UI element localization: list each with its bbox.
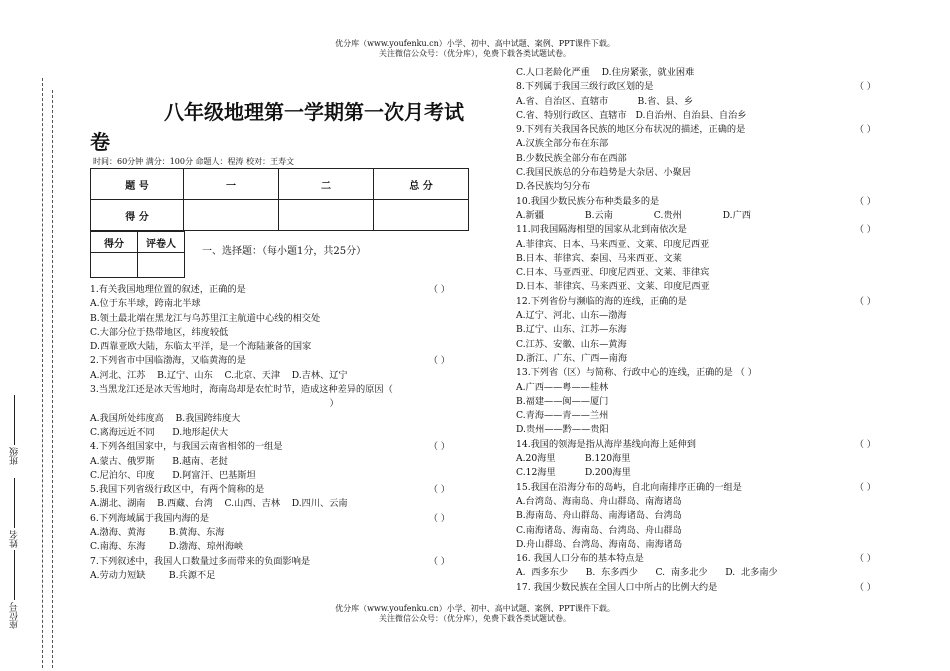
- option-text: B.领土最北端在黑龙江与乌苏里江主航道中心线的相交处: [90, 312, 321, 324]
- grader-cell: [138, 253, 185, 278]
- option-text: A.辽宁、河北、山东—渤海: [516, 310, 627, 322]
- question-text: 11.同我国隔海相望的国家从北到南依次是: [516, 224, 687, 236]
- question-option: [90, 340, 450, 354]
- question-text: 10.我国少数民族分布种类最多的是: [516, 195, 660, 207]
- option-text: C.12海里 D.200海里: [516, 467, 631, 479]
- option-text: C.青海——青——兰州: [516, 410, 609, 422]
- score-header: 二: [279, 169, 374, 200]
- answer-parenthesis: （ ）: [428, 284, 450, 295]
- score-table: [90, 168, 469, 231]
- question-stem: [90, 383, 450, 397]
- score-cell: [279, 200, 374, 231]
- option-text: C.省、特别行政区、直辖市 D.自治州、自治县、自治乡: [516, 109, 747, 121]
- seat-label: 座位号: [10, 602, 20, 629]
- question-text: 8.下列属于我国三级行政区划的是: [516, 81, 654, 93]
- option-text: C.我国民族总的分布趋势是大杂居、小聚居: [516, 167, 691, 179]
- option-text: D.浙江、广东、广西—南海: [516, 352, 628, 364]
- option-text: A.20海里 B.120海里: [516, 453, 631, 465]
- question-option: [516, 524, 876, 538]
- question-option: [90, 497, 450, 511]
- question-option: [516, 309, 876, 323]
- question-option: [516, 323, 876, 337]
- option-text: C.大部分位于热带地区，纬度较低: [90, 326, 229, 338]
- watermark-line: 优分库（www.youfenku.cn）小学、初中、高中试题、案例、PPT课件下载。: [335, 39, 615, 48]
- top-watermark: [0, 39, 950, 59]
- section-heading: 一、选择题：（每小题1分，共25分）: [202, 246, 367, 257]
- question-option: [516, 137, 876, 151]
- option-text: A.新疆 B.云南 C.贵州 D.广西: [516, 209, 751, 221]
- question-text: 16. 我国人口分布的基本特点是: [516, 553, 644, 565]
- option-text: D.各民族均匀分布: [516, 181, 591, 193]
- question-text: 4.下列各组国家中，与我国云南省相邻的一组是: [90, 441, 283, 453]
- option-text: A.广西——粤——桂林: [516, 381, 609, 393]
- question-stem: [516, 481, 876, 495]
- option-text: B.辽宁、山东、江苏—东海: [516, 324, 627, 336]
- answer-parenthesis: （ ）: [854, 438, 876, 450]
- option-text: A.省、自治区、直辖市 B.省、县、乡: [516, 95, 694, 107]
- answer-parenthesis: （ ）: [854, 295, 876, 307]
- question-stem: [516, 295, 876, 309]
- question-text: 5.我国下列省级行政区中，有两个简称的是: [90, 484, 265, 496]
- option-text: ）: [90, 398, 339, 410]
- answer-parenthesis: （ ）: [428, 484, 450, 496]
- grader-cell: [91, 253, 138, 278]
- question-text: 15.我国在沿海分布的岛屿，自北向南排序正确的一组是: [516, 481, 742, 493]
- grader-score-label: 得分: [91, 232, 138, 253]
- answer-parenthesis: （ ）: [854, 481, 876, 493]
- question-text: 13.下列省（区）与简称、行政中心的连线，正确的是 （ ）: [516, 367, 757, 379]
- question-option: [516, 109, 876, 123]
- question-option: [516, 395, 876, 409]
- exam-title: [90, 97, 490, 154]
- question-text: 3.当黑龙江还是冰天雪地时，海南岛却是农忙时节，造成这种差异的原因（: [90, 384, 393, 396]
- question-option: [90, 312, 450, 326]
- option-text: A.蒙古、俄罗斯 B.越南、老挝: [90, 455, 228, 467]
- title-line: 卷: [90, 130, 110, 154]
- question-option: [516, 209, 876, 223]
- answer-parenthesis: （ ）: [428, 512, 450, 524]
- question-option: [516, 66, 876, 80]
- bottom-watermark: [0, 604, 950, 624]
- answer-parenthesis: （ ）: [854, 81, 876, 93]
- binding-line: [52, 90, 53, 668]
- question-option: [516, 409, 876, 423]
- score-cell: [374, 200, 469, 231]
- option-text: A.汉族全部分布在东部: [516, 138, 609, 150]
- option-text: D.西靠亚欧大陆，东临太平洋，是一个海陆兼备的国家: [90, 341, 312, 353]
- question-text: 7.下列叙述中，我国人口数量过多而带来的负面影响是: [90, 555, 311, 567]
- binding-line: [42, 78, 43, 668]
- option-text: C.日本、马亚西亚、印度尼西亚、文莱、菲律宾: [516, 267, 710, 279]
- class-field: [8, 395, 22, 465]
- question-option: [90, 369, 450, 383]
- grader-label: 评卷人: [138, 232, 185, 253]
- question-option: [516, 381, 876, 395]
- answer-parenthesis: （ ）: [428, 555, 450, 567]
- question-stem: [516, 581, 876, 595]
- question-text: 14.我国的领海是指从海岸基线向海上延伸到: [516, 438, 696, 450]
- question-option: [516, 166, 876, 180]
- option-text: B.少数民族全部分布在西部: [516, 152, 627, 164]
- option-text: A.菲律宾、日本、马来西亚、文莱、印度尼西亚: [516, 238, 710, 250]
- question-stem: [516, 552, 876, 566]
- option-text: A. 西多东少 B. 东多西少 C. 南多北少 D. 北多南少: [516, 567, 778, 579]
- question-stem: [90, 555, 450, 569]
- option-text: A.渤海、黄海 B.黄海、东海: [90, 527, 225, 539]
- question-option: [90, 426, 450, 440]
- option-text: C.江苏、安徽、山东—黄海: [516, 338, 627, 350]
- option-text: D.贵州——黔——贵阳: [516, 424, 609, 436]
- answer-parenthesis: （ ）: [428, 355, 450, 367]
- question-option: [516, 509, 876, 523]
- question-text: 6.下列海域属于我国内海的是: [90, 512, 210, 524]
- question-option: [90, 297, 450, 311]
- answer-parenthesis: （ ）: [428, 441, 450, 453]
- question-option: [90, 412, 450, 426]
- exam-meta: 时间：60分钟 满分：100分 命题人：程涛 校对：王寿文: [93, 157, 295, 166]
- question-option: [90, 569, 450, 583]
- watermark-line: 关注微信公众号：（优分库），免费下载各类试题试卷。: [379, 49, 571, 58]
- question-option: [516, 280, 876, 294]
- score-row-label: 得 分: [91, 200, 184, 231]
- question-stem: [516, 195, 876, 209]
- watermark-line: 优分库（www.youfenku.cn）小学、初中、高中试题、案例、PPT课件下载。: [335, 604, 615, 613]
- answer-parenthesis: （ ）: [854, 553, 876, 565]
- name-label: 姓名: [10, 530, 20, 548]
- question-stem: [90, 440, 450, 454]
- answer-parenthesis: （ ）: [854, 195, 876, 207]
- question-stem: [516, 80, 876, 94]
- option-text: C.南海诸岛、海南岛、台湾岛、舟山群岛: [516, 524, 682, 536]
- option-text: C.离海远近不同 D.地形起伏大: [90, 426, 229, 438]
- question-option: [516, 466, 876, 480]
- question-option: [516, 352, 876, 366]
- option-text: D.舟山群岛、台湾岛、海南岛、南海诸岛: [516, 538, 683, 550]
- question-option: [516, 180, 876, 194]
- question-stem: [516, 366, 876, 380]
- score-cell: [184, 200, 279, 231]
- answer-parenthesis: （ ）: [854, 224, 876, 236]
- option-text: B.福建——闽——厦门: [516, 395, 609, 407]
- option-text: C.尼泊尔、印度 D.阿富汗、巴基斯坦: [90, 469, 256, 481]
- question-option: [90, 540, 450, 554]
- answer-parenthesis: （ ）: [854, 124, 876, 136]
- question-text: 9.下列有关我国各民族的地区分布状况的描述，正确的是: [516, 124, 746, 136]
- question-stem: [516, 438, 876, 452]
- grader-table: [90, 231, 185, 278]
- score-header: 题 号: [91, 169, 184, 200]
- answer-parenthesis: （ ）: [854, 581, 876, 593]
- question-stem: [90, 283, 450, 297]
- option-text: C.南海、东海 D.渤海、琼州海峡: [90, 541, 244, 553]
- questions-left-column: [90, 283, 450, 583]
- question-stem: [90, 354, 450, 368]
- question-text: 2.下列省市中国临渤海，又临黄海的是: [90, 355, 246, 367]
- question-option: [516, 152, 876, 166]
- question-option: [516, 238, 876, 252]
- question-text: 12.下列省份与濒临的海的连线，正确的是: [516, 295, 687, 307]
- option-text: B.海南岛、舟山群岛、南海诸岛、台湾岛: [516, 510, 682, 522]
- question-option: [516, 538, 876, 552]
- question-option: [516, 452, 876, 466]
- question-stem: [516, 123, 876, 137]
- watermark-line: 关注微信公众号：（优分库），免费下载各类试题试卷。: [379, 614, 571, 623]
- question-option: [516, 566, 876, 580]
- option-text: A.河北、江苏 B.辽宁、山东 C.北京、天津 D.吉林、辽宁: [90, 369, 348, 381]
- option-text: A.湖北、湖南 B.西藏、台湾 C.山西、吉林 D.四川、云南: [90, 498, 348, 510]
- question-option: [516, 423, 876, 437]
- question-option: [90, 397, 450, 411]
- title-line: 八年级地理第一学期第一次月考试: [164, 100, 464, 124]
- question-text: 1.有关我国地理位置的叙述，正确的是: [90, 284, 246, 295]
- option-text: A.台湾岛、海南岛、舟山群岛、南海诸岛: [516, 495, 682, 507]
- option-text: D.日本、菲律宾、马来西亚、文莱、印度尼西亚: [516, 281, 710, 293]
- question-stem: [90, 512, 450, 526]
- option-text: A.位于东半球，跨南北半球: [90, 298, 201, 310]
- question-option: [90, 526, 450, 540]
- question-stem: [90, 483, 450, 497]
- question-option: [516, 252, 876, 266]
- question-option: [516, 338, 876, 352]
- question-text: 17. 我国少数民族在全国人口中所占的比例大约是: [516, 581, 718, 593]
- question-option: [90, 469, 450, 483]
- question-option: [90, 455, 450, 469]
- question-option: [90, 326, 450, 340]
- question-option: [516, 266, 876, 280]
- option-text: C.人口老龄化严重 D.住房紧张，就业困难: [516, 67, 695, 78]
- score-header: 一: [184, 169, 279, 200]
- option-text: B.日本、菲律宾、泰国、马来西亚、文莱: [516, 252, 682, 264]
- name-field: [8, 478, 22, 548]
- question-stem: [516, 223, 876, 237]
- option-text: A.我国所处纬度高 B.我国跨纬度大: [90, 412, 241, 424]
- question-option: [516, 95, 876, 109]
- question-option: [516, 495, 876, 509]
- class-label: 班级: [10, 447, 20, 465]
- option-text: A.劳动力短缺 B.兵源不足: [90, 569, 216, 581]
- questions-right-column: [516, 66, 876, 595]
- score-header: 总 分: [374, 169, 469, 200]
